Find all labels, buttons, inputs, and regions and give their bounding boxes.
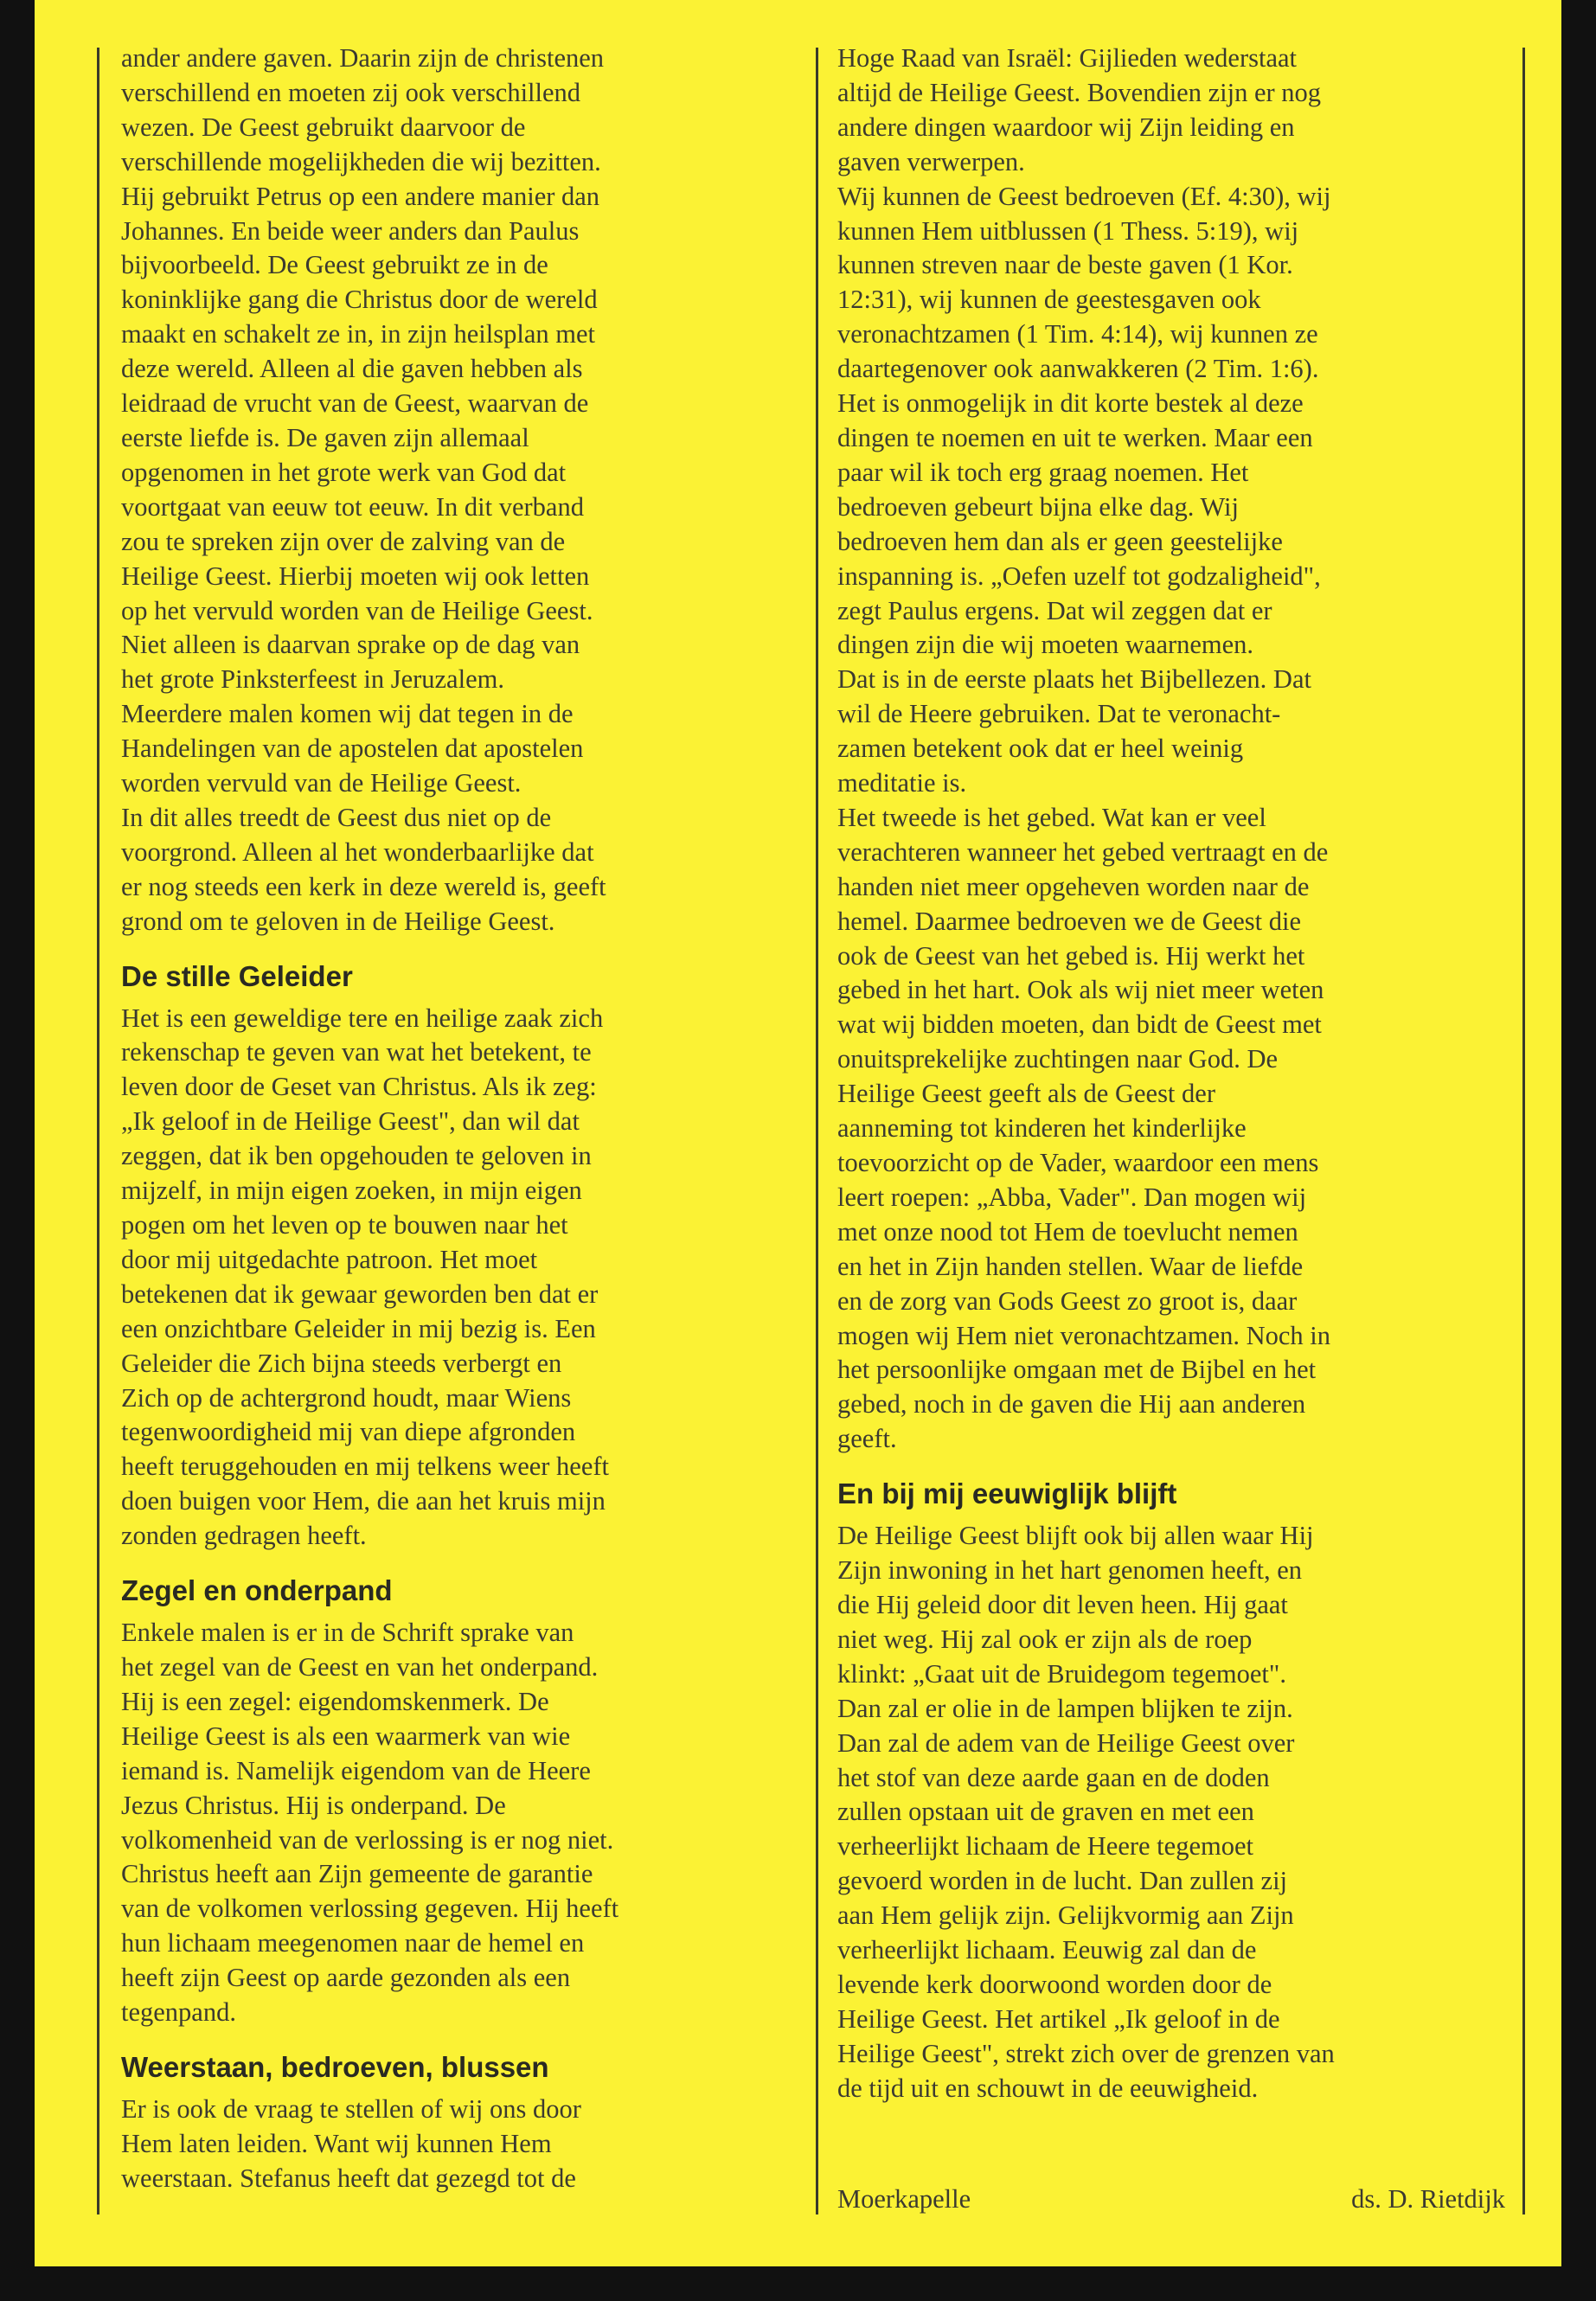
right-margin-rule [1522,48,1525,2214]
heading-weerstaan: Weerstaan, bedroeven, blussen [121,2050,549,2083]
left-intro-paragraph: ander andere gaven. Daarin zijn de christenen verschillend en moeten zij ook verschillend wezen. De Geest gebruikt daarvoor de verschillende mogelijkheden die wij bezitten. Hij gebruikt Petrus op een andere manier dan Johannes. En beide weer anders dan Paulus bijvoorbeeld. De Geest gebruikt ze in de koninklijke gang die Christus door de wereld maakt en schakelt ze in, in zijn heilsplan met deze wereld. Alleen al die gaven hebben als leidraad de vrucht van de Geest, waarvan de eerste liefde is. De gaven zijn allemaal opgenomen in het grote werk van God dat voortgaat van eeuw tot eeuw. In dit verband zou te spreken zijn over de zalving van de Heilige Geest. Hierbij moeten wij ook letten op het vervuld worden van de Heilige Geest. Niet alleen is daarvan sprake op de dag van het grote Pinksterfeest in Jeruzalem. Meerdere malen komen wij dat tegen in de Handelingen van de apostelen dat apostelen worden vervuld van de Heilige Geest. In dit alles treedt de Geest dus niet op de voorgrond. Alleen al het wonderbaarlijke dat er nog steeds een kerk in deze wereld is, geeft grond om te geloven in de Heilige Geest. [121,43,606,936]
heading-de-stille-geleider: De stille Geleider [121,959,353,992]
right-intro-paragraph: Hoge Raad van Israël: Gijlieden wederstaat altijd de Heilige Geest. Bovendien zijn er nog andere dingen waardoor wij Zijn leiding en gaven verwerpen. Wij kunnen de Geest bedroeven (Ef. 4:30), wij kunnen Hem uitblussen (1 Thess. 5:19), wij kunnen streven naar de beste gaven (1 Kor. 12:31), wij kunnen de geestesgaven ook veronachtzamen (1 Tim. 4:14), wij kunnen ze daartegenover ook aanwakkeren (2 Tim. 1:6). Het is onmogelijk in dit korte bestek al deze dingen te noemen en uit te werken. Maar een paar wil ik toch erg graag noemen. Het bedroeven gebeurt bijna elke dag. Wij bedroeven hem dan als er geen geestelijke inspanning is. „Oefen uzelf tot godzaligheid", zegt Paulus ergens. Dat wil zeggen dat er dingen zijn die wij moeten waarnemen. Dat is in de eerste plaats het Bijbellezen. Dat wil de Heere gebruiken. Dat te veronacht- zamen betekent ook dat er heel weinig meditatie is. Het tweede is het gebed. Wat kan er veel verachteren wanneer het gebed vertraagt en de handen niet meer opgeheven worden naar de hemel. Daarmee bedroeven we de Geest die ook de Geest van het gebed is. Hij werkt het gebed in het hart. Ook als wij niet meer weten wat wij bidden moeten, dan bidt de Geest met onuitsprekelijke zuchtingen naar God. De Heilige Geest geeft als de Geest der aanneming tot kinderen het kinderlijke toevoorzicht op de Vader, waardoor een mens leert roepen: „Abba, Vader". Dan mogen wij met onze nood tot Hem de toevlucht nemen en het in Zijn handen stellen. Waar de liefde en de zorg van Gods Geest zo groot is, daar mogen wij Hem niet veronachtzamen. Noch in het persoonlijke omgaan met de Bijbel en het gebed, noch in de gaven die Hij aan anderen geeft. [837,43,1331,1454]
article-footer [837,2184,1505,2214]
paragraph-eeuwiglijk-blijft: De Heilige Geest blijft ook bij allen waar Hij Zijn inwoning in het hart genomen heeft, en die Hij geleid door dit leven heen. Hij gaat niet weg. Hij zal ook er zijn als de roep klinkt: „Gaat uit de Bruidegom tegemoet". Dan zal er olie in de lampen blijken te zijn. Dan zal de adem van de Heilige Geest over het stof van deze aarde gaan en de doden zullen opstaan uit de graven en met een verheerlijkt lichaam de Heere tegemoet gevoerd worden in de lucht. Dan zullen zij aan Hem gelijk zijn. Gelijkvormig aan Zijn verheerlijkt lichaam. Eeuwig zal dan de levende kerk doorwoond worden door de Heilige Geest. Het artikel „Ik geloof in de Heilige Geest", strekt zich over de grenzen van de tijd uit en schouwt in de eeuwigheid. [837,1521,1335,2103]
footer-place: Moerkapelle [837,2184,971,2214]
left-margin-rule [97,48,99,2214]
left-column [121,42,796,2196]
paragraph-zegel-en-onderpand: Enkele malen is er in de Schrift sprake van het zegel van de Geest en van het onderpand. Hij is een zegel: eigendomskenmerk. De Heilige Geest is als een waarmerk van wie iemand is. Namelijk eigendom van de Heere Jezus Christus. Hij is onderpand. De volkomenheid van de verlossing is er nog niet. Christus heeft aan Zijn gemeente de garantie van de volkomen verlossing gegeven. Hij heeft hun lichaam meegenomen naar de hemel en heeft zijn Geest op aarde gezonden als een tegenpand. [121,1618,619,2028]
paragraph-de-stille-geleider: Het is een geweldige tere en heilige zaak zich rekenschap te geven van wat het betekent, te leven door de Geset van Christus. Als ik zeg: „Ik geloof in de Heilige Geest", dan wil dat zeggen, dat ik ben opgehouden te geloven in mijzelf, in mijn eigen zoeken, in mijn eigen pogen om het leven op te bouwen naar het door mij uitgedachte patroon. Het moet betekenen dat ik gewaar geworden ben dat er een onzichtbare Geleider in mij bezig is. Een Geleider die Zich bijna steeds verbergt en Zich op de achtergrond houdt, maar Wiens tegenwoordigheid mij van diepe afgronden heeft teruggehouden en mij telkens weer heeft doen buigen voor Hem, die aan het kruis mijn zonden gedragen heeft. [121,1003,610,1551]
right-column [837,42,1505,2106]
paragraph-weerstaan: Er is ook de vraag te stellen of wij ons door Hem laten leiden. Want wij kunnen Hem weerstaan. Stefanus heeft dat gezegd tot de [121,2093,581,2193]
heading-eeuwiglijk-blijft: En bij mij eeuwiglijk blijft [837,1477,1177,1510]
heading-zegel-en-onderpand: Zegel en onderpand [121,1574,393,1607]
column-divider-rule [816,48,818,2214]
magazine-page [35,0,1561,2266]
footer-author: ds. D. Rietdijk [1351,2184,1505,2214]
